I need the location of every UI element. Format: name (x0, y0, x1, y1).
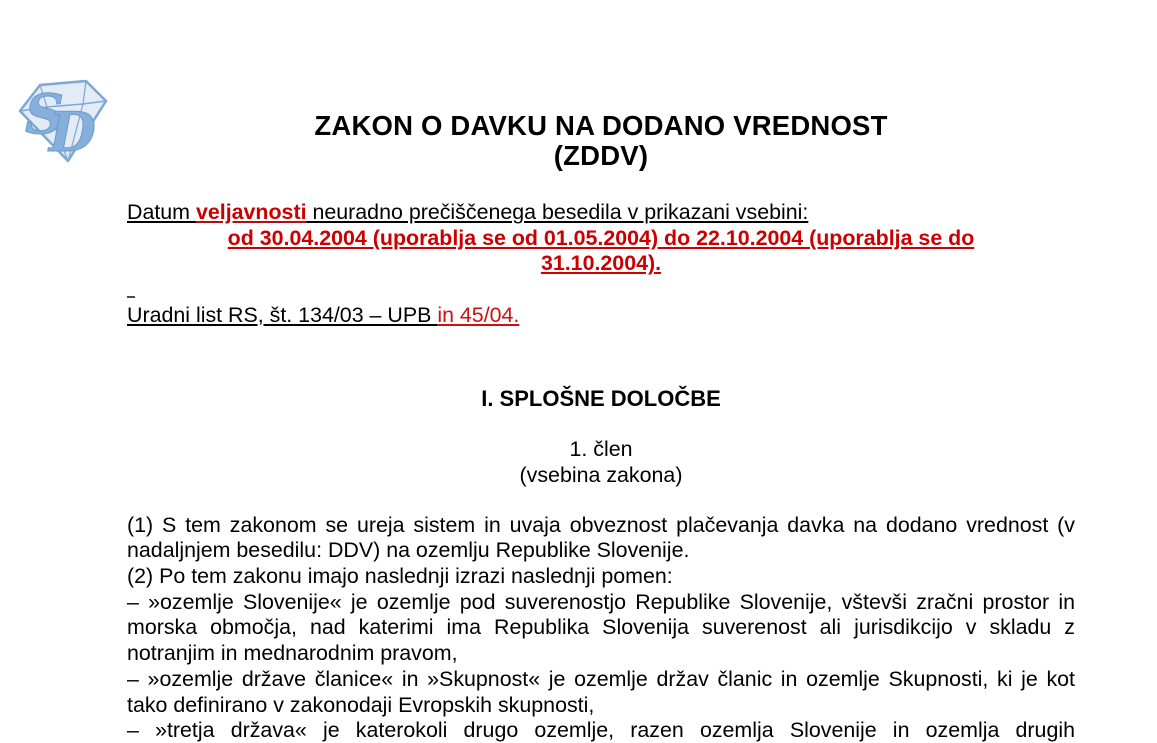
validity-range-line2: 31.10.2004). (540, 251, 662, 276)
document-content (127, 0, 1075, 743)
definition-item-1: – »ozemlje Slovenije« je ozemlje pod suverenostjo Republike Slovenije, vštevši zračni prostor in morska območja, nad katerimi ima Republika Slovenija suverenost ali jurisdikcijo v skladu z notranjim in mednarodnim pravom, (127, 589, 1075, 666)
document-title-line2: (ZDDV) (553, 140, 649, 171)
logo-letter-d: D (49, 100, 96, 164)
official-gazette-reference (127, 303, 1075, 329)
validity-range (127, 226, 1075, 277)
sd-gem-logo-icon (13, 69, 113, 169)
validity-prefix: Datum (127, 200, 196, 224)
validity-suffix: neuradno prečiščenega besedila v prikazani vsebini: (306, 200, 809, 224)
definition-item-2: – »ozemlje države članice« in »Skupnost« je ozemlje držav članic in ozemlje Skupnosti, ki je kot tako definirano v zakonodaji Evropskih skupnosti, (127, 666, 1075, 717)
gazette-red-part: in 45/04. (437, 302, 520, 327)
document-title-line1: ZAKON O DAVKU NA DODANO VREDNOST (314, 110, 888, 141)
validity-highlight: veljavnosti (195, 200, 307, 224)
definition-item-3: – »tretja država« je katerokoli drugo ozemlje, razen ozemlja Slovenije in ozemlja drugih (127, 718, 1075, 743)
paragraph-1: (1) S tem zakonom se ureja sistem in uvaja obveznost plačevanja davka na dodano vrednost (v nadaljnjem besedilu: DDV) na ozemlju Republike Slovenije. (127, 512, 1075, 563)
section-heading: I. SPLOŠNE DOLOČBE (481, 385, 721, 411)
article-subtitle: (vsebina zakona) (519, 462, 683, 487)
document-title (127, 111, 1075, 171)
validity-range-line1: od 30.04.2004 (uporablja se od 01.05.2004) do 22.10.2004 (uporablja se do (227, 225, 975, 250)
stray-underscore-line (127, 277, 1075, 303)
stray-underscore-mark (127, 277, 135, 298)
gazette-black-part: Uradni list RS, št. 134/03 – UPB (127, 302, 438, 327)
article-body (127, 513, 1075, 743)
validity-date-line (127, 200, 1075, 226)
article-number: 1. člen (569, 437, 633, 462)
paragraph-2: (2) Po tem zakonu imajo naslednji izrazi naslednji pomen: (127, 564, 673, 589)
logo-letter-s: S (25, 82, 64, 146)
